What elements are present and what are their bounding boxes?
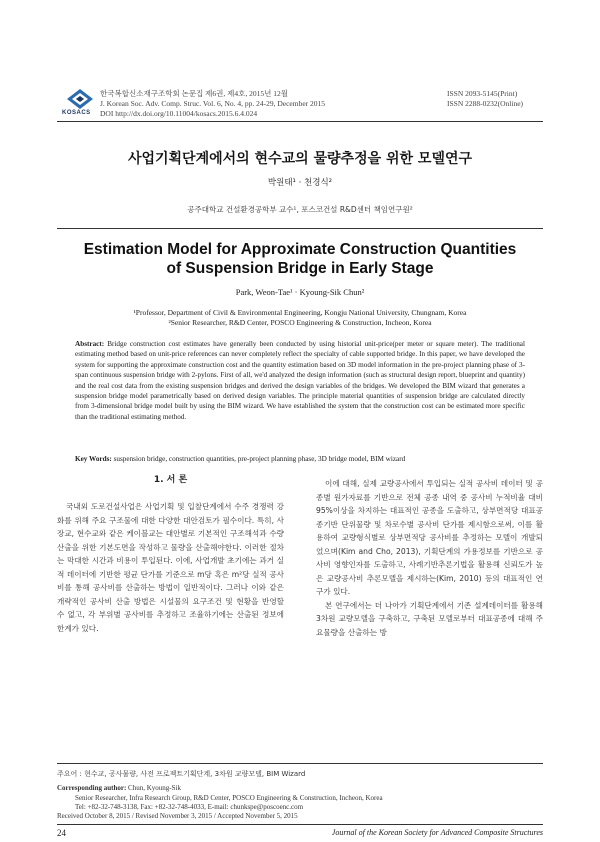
title-kr: 사업기획단계에서의 현수교의 물량추정을 위한 모델연구: [127, 151, 473, 167]
keywords-label: Key Words:: [75, 455, 112, 463]
page-number: 24: [57, 828, 66, 838]
abstract-label: Abstract:: [75, 340, 105, 348]
logo-text: KOSACS: [62, 110, 91, 116]
logo-icon: [66, 88, 94, 110]
corr-contact: Tel: +82-32-748-3138, Fax: +82-32-748-4033, E-mail: chunkspe@poscoenc.com: [75, 803, 304, 811]
affiliation-en-2: ²Senior Researcher, R&D Center, POSCO Engineering & Construction, Incheon, Korea: [168, 318, 432, 327]
title-en-line2: of Suspension Bridge in Early Stage: [166, 260, 434, 277]
received-dates: Received October 8, 2015 / Revised November 3, 2015 / Accepted November 5, 2015: [57, 812, 298, 820]
title-rule: [57, 228, 543, 229]
abstract: [75, 339, 525, 422]
affiliation-kr: 공주대학교 건설환경공학부 교수¹, 포스코건설 R&D센터 책임연구원²: [187, 205, 413, 214]
footnote-rule-top: [57, 763, 543, 764]
authors-kr: 박원태¹ · 천경식²: [267, 178, 333, 188]
issn-print: ISSN 2093-5145(Print): [447, 89, 518, 98]
section-title: 1. 서 론: [153, 475, 188, 485]
corr-label: Corresponding author:: [57, 784, 127, 792]
corr-name: Chun, Kyoung-Sik: [128, 784, 181, 792]
title-en-line1: Estimation Model for Approximate Construction Quantities: [83, 241, 517, 258]
issn-online: ISSN 2288-0232(Online): [447, 99, 524, 108]
left-column: [57, 500, 284, 635]
footer-journal: Journal of the Korean Society for Advanced Composite Structures: [331, 828, 543, 837]
keywords-text: suspension bridge, construction quantities, pre-project planning phase, 3D bridge model, BIM wizard: [113, 455, 406, 463]
corresponding-author: [57, 784, 181, 794]
doi-link[interactable]: DOI http://dx.doi.org/10.11004/kosacs.2015.6.4.024: [100, 109, 258, 118]
paragraph: 국내외 도로건설사업은 사업기획 및 입찰단계에서 수주 경쟁력 강화를 위해 주요 구조물에 대한 다양한 대안검토가 필수이다. 특히, 사장교, 현수교와 같은 케이블교는 대안별로 기본적인 구조해석과 수량 산출을 위한 기본도면을 작성하고 물량을 산출해야한다. 이러한 절차는 막대한 시간과 비용이 투입된다. 이에, 사업개발 초기에는 과거 실적 데이터에 기반한 평균 단가를 기준으로 m당 혹은 m²당 실적 공사비를 통해 공사비를 산출하는 방법이 일반적이다. 그러나 이와 같은 개략적인 공사비 산출 방법은 시설물의 요구조건 및 현황을 반영할 수 없고, 각 부위별 공사비를 추정하고 조율하기에는 산출된 정보에 한계가 있다.: [57, 502, 284, 633]
paragraph: 본 연구에서는 더 나아가 기획단계에서 기존 설계데이터를 활용해 3차원 교량모델을 구축하고, 구축된 모델로부터 대표공종에 대해 주요물량을 산출하는 방: [316, 600, 543, 637]
abstract-text: Bridge construction cost estimates have generally been conducted by using historial unit-price(per meter or square meter). The traditional estimating method based on unit-price references can never completely reflect the specialty of cable supported bridge. In this paper, we have developed the system for supporting the approximate construction cost and the quantity estimation based on 3D model information in the pre-project planning phase of 3-span continuous suspension bridge with 2-pylons. First of all, we'd analyzed the design information (such as structural design report, blueprint and quantity) and the real cost data from the existing suspension bridges and derived the design variables of the bridges. We developed the BIM wizard that generates a suspension bridge model parametrically based on derived design variables. The principle material quantities of suspension bridge are calculated directly from 3-dimensional bridge model built by using the BIM wizard. We have established the system that the construction cost can be estimated more specific than the traditional estimating method.: [75, 340, 525, 421]
journal-name-en: J. Korean Soc. Adv. Comp. Struc. Vol. 6, No. 4, pp. 24-29, December 2015: [100, 99, 326, 108]
footer-rule: [57, 824, 543, 825]
keywords: [75, 454, 525, 464]
paragraph: 이에 대해, 실제 교량공사에서 투입되는 실적 공사비 데이터 및 공종별 원가자료를 기반으로 전체 공종 내역 중 공사비 누적비율 대비 95%이상을 차지하는 대표적인 공종을 도출하고, 상부면적당 대표공종기반 단위물량 및 차로수별 공사비 단가를 제시함으로써, 이를 활용하여 교량형식별로 상부면적당 공사비를 추정하는 모델이 개발되었으며(Kim and Cho, 2013), 기획단계의 가용정보를 기반으로 공사비 영향인자를 도출하고, 사례기반추론기법을 활용해 신뢰도가 높은 교량공사비 추론모델을 제시하는(Kim, 2010) 등의 대표적인 연구가 있다.: [316, 479, 543, 596]
authors-en: Park, Weon-Tae¹ · Kyoung-Sik Chun²: [235, 287, 365, 297]
keywords-kr: 주요어 : 현수교, 공사물량, 사전 프로젝트기획단계, 3차원 교량모델, BIM Wizard: [57, 770, 306, 778]
corr-affiliation: Senior Researcher, Infra Research Group, R&D Center, POSCO Engineering & Construction, Incheon, Korea: [75, 794, 383, 802]
affiliation-en-1: ¹Professor, Department of Civil & Environmental Engineering, Kongju National University, Chungnam, Korea: [133, 308, 467, 317]
header-rule: [57, 121, 543, 122]
right-column: [316, 477, 543, 639]
journal-name-kr: 한국복합신소재구조학회 논문집 제6권, 제4호, 2015년 12월: [100, 89, 289, 98]
